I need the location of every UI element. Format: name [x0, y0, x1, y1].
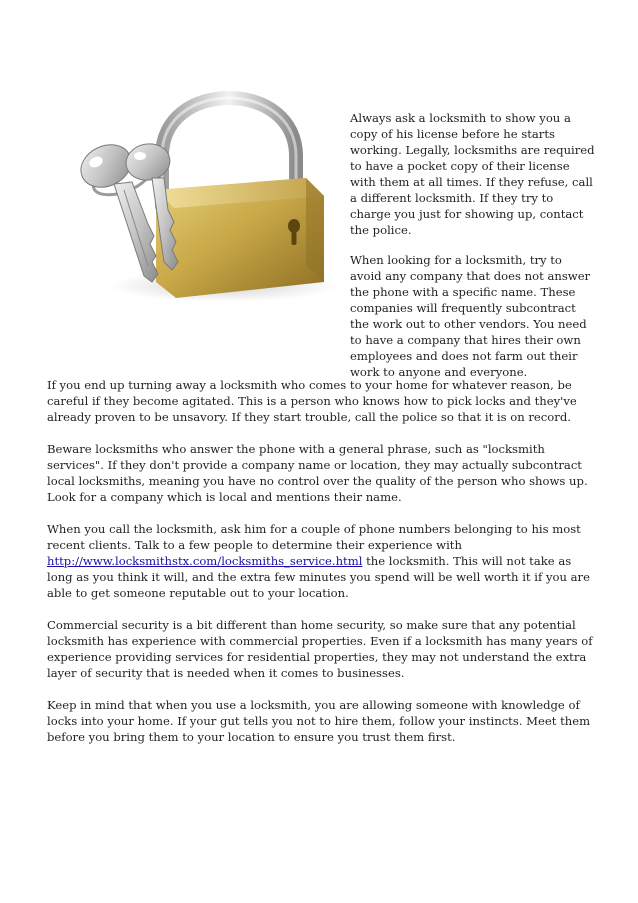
body-paragraph: Beware locksmiths who answer the phone with a general phrase, such as "locksmith services". If they don't provide a company name or location, they may actually subcontract local locksmiths, meaning you have no control over the quality of the person who shows up. Look for a company which is local and mentions their name.	[47, 442, 588, 504]
body-paragraph: Commercial security is a bit different than home security, so make sure that any potential locksmith has experience with commercial properties. Even if a locksmith has many years of experience providing services for residential properties, they may not understand the extra layer of security that is needed when it comes to businesses.	[47, 618, 593, 680]
padlock-keys-image	[44, 86, 344, 316]
body-text	[47, 377, 595, 761]
body-paragraph: Keep in mind that when you use a locksmith, you are allowing someone with knowledge of locks into your home. If your gut tells you not to hire them, follow your instincts. Meet them before you bring them to your location to ensure you trust them first.	[47, 698, 591, 744]
side-paragraph: When looking for a locksmith, try to avoid any company that does not answer the phone with a specific name. These companies will frequently subcontract the work out to other vendors. You need to have a company that hires their own employees and does not farm out their work to anyone and everyone.	[350, 253, 591, 379]
paragraph-text: When you call the locksmith, ask him for a couple of phone numbers belonging to his most recent clients. Talk to a few people to determine their experience with	[47, 522, 581, 552]
locksmith-service-link[interactable]: http://www.locksmithstx.com/locksmiths_service.html	[47, 554, 363, 568]
body-paragraph-with-link	[47, 521, 595, 601]
side-column-text	[350, 110, 596, 394]
paragraph-text: the locksmith. This will not take as long as you think it will, and the extra few minutes you spend will be well worth it if you are able to get someone reputable out to your location.	[47, 554, 590, 600]
body-paragraph: If you end up turning away a locksmith who comes to your home for whatever reason, be careful if they become agitated. This is a person who knows how to pick locks and they've already proven to be unsavory. If they start trouble, call the police so that it is on record.	[47, 378, 577, 424]
side-paragraph: Always ask a locksmith to show you a copy of his license before he starts working. Legally, locksmiths are required to have a pocket copy of their license with them at all times. If they refuse, call a different locksmith. If they try to charge you just for showing up, contact the police.	[350, 111, 595, 237]
